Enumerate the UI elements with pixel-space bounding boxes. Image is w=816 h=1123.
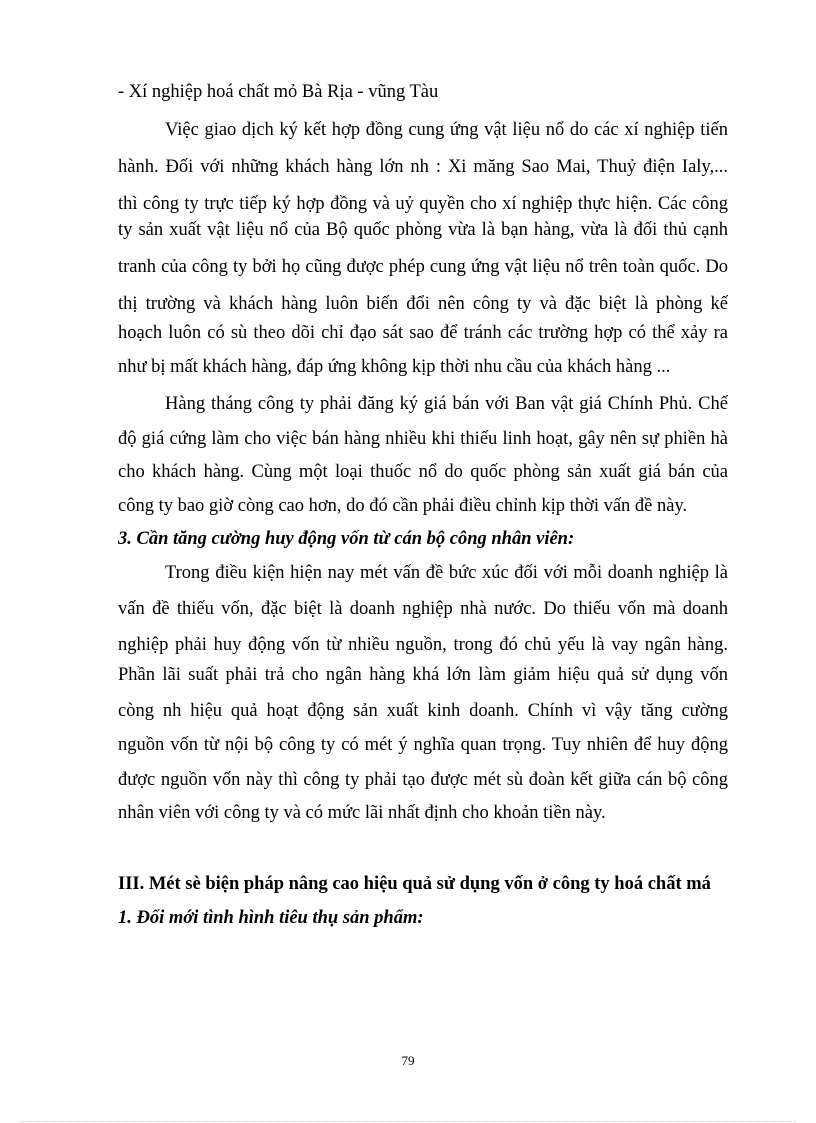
paragraph-line: nhân viên với công ty và có mức lãi nhất định cho khoản tiền này. bbox=[118, 803, 606, 823]
paragraph-line: ty sản xuất vật liệu nổ của Bộ quốc phòng vừa là bạn hàng, vừa là đối thủ cạnh bbox=[118, 220, 728, 240]
chapter-heading: III. Mét sè biện pháp nâng cao hiệu quả sử dụng vốn ở công ty hoá chất má bbox=[118, 874, 711, 894]
paragraph-line: công ty bao giờ còng cao hơn, do đó cần phải điều chỉnh kịp thời vấn đề này. bbox=[118, 496, 688, 516]
paragraph-line: nghiệp phải huy động vốn từ nhiều nguồn, trong đó chủ yếu là vay ngân hàng. bbox=[118, 635, 728, 655]
paragraph-line: Hàng tháng công ty phải đăng ký giá bán với Ban vật giá Chính Phủ. Chế bbox=[165, 394, 728, 414]
paragraph-line: còng nh hiệu quả hoạt động sản xuất kinh doanh. Chính vì vậy tăng cường bbox=[118, 701, 728, 721]
paragraph-line: Trong điều kiện hiện nay mét vấn đề bức xúc đối với mỗi doanh nghiệp là bbox=[165, 563, 728, 583]
page-number: 79 bbox=[401, 1053, 415, 1068]
paragraph-line: Việc giao dịch ký kết hợp đồng cung ứng vật liệu nổ do các xí nghiệp tiến bbox=[165, 120, 728, 140]
paragraph-line: được nguồn vốn này thì công ty phải tạo được mét sù đoàn kết giữa cán bộ công bbox=[118, 770, 728, 790]
paragraph-line: cho khách hàng. Cùng một loại thuốc nổ do quốc phòng sản xuất giá bán của bbox=[118, 462, 728, 482]
paragraph-line: nguồn vốn từ nội bộ công ty có mét ý nghĩa quan trọng. Tuy nhiên để huy động bbox=[118, 735, 728, 755]
paragraph-line: tranh của công ty bởi họ cũng được phép cung ứng vật liệu nổ trên toàn quốc. Do bbox=[118, 257, 728, 277]
page-edge-divider bbox=[20, 1121, 796, 1122]
paragraph-line: Phần lãi suất phải trả cho ngân hàng khá lớn làm giảm hiệu quả sử dụng vốn bbox=[118, 665, 728, 685]
paragraph-line: thị trường và khách hàng luôn biến đổi nên công ty và đặc biệt là phòng kế bbox=[118, 294, 728, 314]
paragraph-line: hành. Đối với những khách hàng lớn nh : Xi măng Sao Mai, Thuỷ điện Ialy,... bbox=[118, 157, 728, 177]
paragraph-line: độ giá cứng làm cho việc bán hàng nhiều khi thiếu linh hoạt, gây nên sự phiền hà bbox=[118, 429, 728, 449]
list-item: - Xí nghiệp hoá chất mỏ Bà Rịa - vũng Tàu bbox=[118, 82, 439, 102]
paragraph-line: thì công ty trực tiếp ký hợp đồng và uỷ quyền cho xí nghiệp thực hiện. Các công bbox=[118, 194, 728, 214]
paragraph-line: vấn đề thiếu vốn, đặc biệt là doanh nghiệp nhà nước. Do thiếu vốn mà doanh bbox=[118, 599, 728, 619]
paragraph-line: hoạch luôn có sù theo dõi chỉ đạo sát sao để tránh các trường hợp có thể xảy ra bbox=[118, 323, 728, 343]
paragraph-line: như bị mất khách hàng, đáp ứng không kịp thời nhu cầu của khách hàng ... bbox=[118, 357, 671, 377]
section-heading: 3. Cần tăng cường huy động vốn từ cán bộ công nhân viên: bbox=[118, 529, 575, 549]
section-heading: 1. Đổi mới tình hình tiêu thụ sản phẩm: bbox=[118, 908, 424, 928]
